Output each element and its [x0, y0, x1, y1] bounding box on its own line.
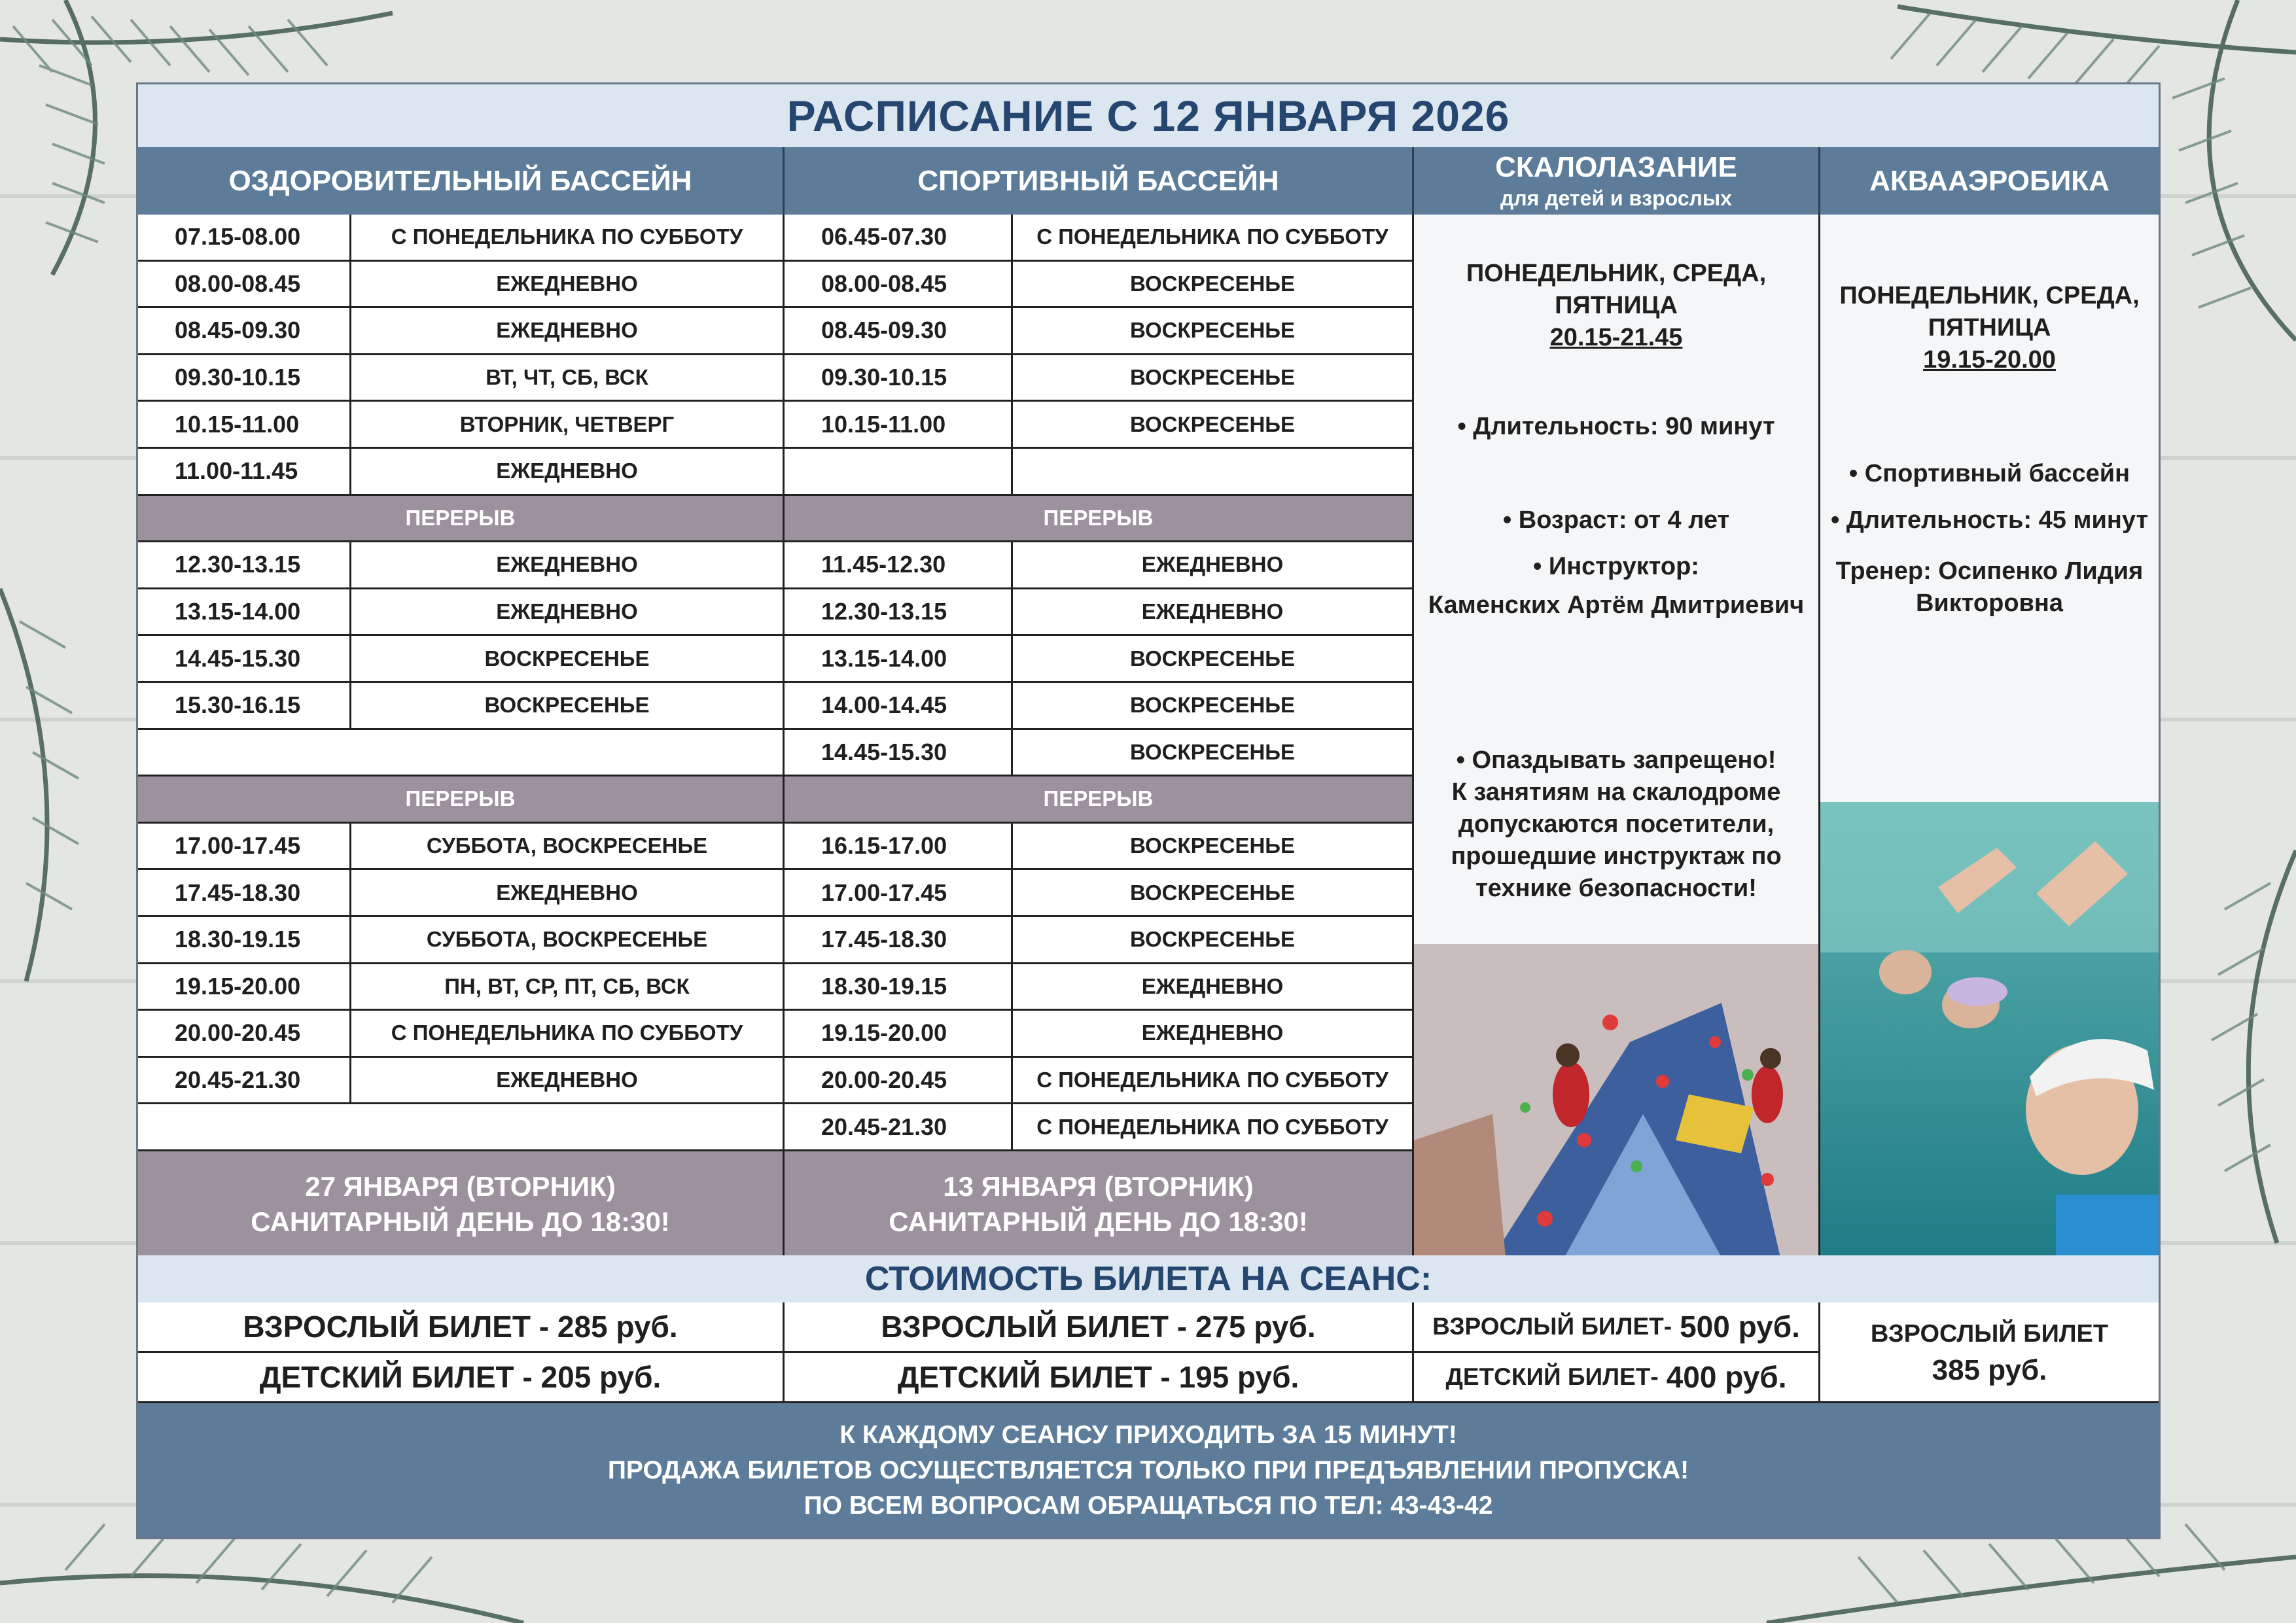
price-climbing-child-value: 400 руб.	[1666, 1360, 1787, 1394]
health-days-cell: С ПОНЕДЕЛЬНИКА ПО СУББОТУ	[351, 1011, 785, 1058]
health-time-cell: 12.30-13.15	[138, 542, 351, 589]
climbing-warning	[1414, 744, 1818, 905]
climbing-warning-line3: допускаются посетители,	[1458, 811, 1775, 838]
header-sport-pool-label: СПОРТИВНЫЙ БАССЕЙН	[917, 164, 1279, 197]
climbing-info-panel	[1414, 215, 1820, 944]
climbing-warning-line4: прошедшие инструктаж по	[1451, 843, 1782, 870]
health-days-cell: ВОСКРЕСЕНЬЕ	[351, 636, 785, 683]
health-time-cell: 13.15-14.00	[138, 589, 351, 637]
sport-days-cell: ВОСКРЕСЕНЬЕ	[1013, 308, 1414, 355]
notice-sport-line2: САНИТАРНЫЙ ДЕНЬ ДО 18:30!	[889, 1206, 1308, 1237]
footer-line2: ПРОДАЖА БИЛЕТОВ ОСУЩЕСТВЛЯЕТСЯ ТОЛЬКО ПРИ ПРЕДЪЯВЛЕНИИ ПРОПУСКА!	[607, 1456, 1689, 1484]
price-aqua	[1820, 1302, 2159, 1403]
sport-time-cell: 14.00-14.45	[785, 683, 1013, 730]
health-time-cell: 11.00-11.45	[138, 449, 351, 496]
sport-time-cell: 16.15-17.00	[785, 824, 1013, 871]
sport-days-cell: ВОСКРЕСЕНЬЕ	[1013, 683, 1414, 730]
sport-days-cell: ЕЖЕДНЕВНО	[1013, 542, 1414, 589]
climbing-age: • Возраст: от 4 лет	[1502, 506, 1730, 534]
aqua-pool: • Спортивный бассейн	[1848, 460, 2130, 487]
sport-time-cell: 19.15-20.00	[785, 1011, 1013, 1058]
health-days-cell: ВТОРНИК, ЧЕТВЕРГ	[351, 402, 785, 449]
notice-sport-sanitary	[785, 1151, 1414, 1257]
climbing-duration: • Длительность: 90 минут	[1457, 413, 1775, 440]
sport-time-cell: 08.00-08.45	[785, 262, 1013, 309]
health-empty-row	[138, 730, 785, 777]
header-health-pool-label: ОЗДОРОВИТЕЛЬНЫЙ БАССЕЙН	[228, 164, 692, 197]
aqua-info-panel	[1820, 215, 2159, 802]
footer-line1: К КАЖДОМУ СЕАНСУ ПРИХОДИТЬ ЗА 15 МИНУТ!	[839, 1420, 1457, 1449]
sport-time-cell: 14.45-15.30	[785, 730, 1013, 777]
sport-days-cell: ВОСКРЕСЕНЬЕ	[1013, 917, 1414, 964]
header-climbing-label: СКАЛОЛАЗАНИЕ	[1495, 151, 1737, 183]
sport-days-cell	[1013, 449, 1414, 496]
price-sport-adult: ВЗРОСЛЫЙ БИЛЕТ - 275 руб.	[785, 1302, 1414, 1353]
health-empty-row	[138, 1104, 785, 1151]
aqua-coach-line2: Викторовна	[1915, 589, 2063, 617]
sport-time-cell: 09.30-10.15	[785, 355, 1013, 402]
header-climbing-sublabel: для детей и взрослых	[1500, 186, 1732, 210]
footer-line3: ПО ВСЕМ ВОПРОСАМ ОБРАЩАТЬСЯ ПО ТЕЛ: 43-43-42	[804, 1491, 1493, 1520]
health-break-row: ПЕРЕРЫВ	[138, 496, 785, 543]
sport-days-cell: ЕЖЕДНЕВНО	[1013, 1011, 1414, 1058]
sport-time-cell: 10.15-11.00	[785, 402, 1013, 449]
aqua-days-line1: ПОНЕДЕЛЬНИК, СРЕДА,	[1839, 282, 2140, 309]
climbing-warning-line2: К занятиям на скалодроме	[1451, 778, 1781, 806]
schedule-poster	[136, 82, 2161, 1539]
health-time-cell: 15.30-16.15	[138, 683, 351, 730]
header-aqua	[1820, 147, 2159, 215]
health-time-cell: 07.15-08.00	[138, 215, 351, 262]
health-time-cell: 08.00-08.45	[138, 262, 351, 309]
sport-days-cell: ВОСКРЕСЕНЬЕ	[1013, 636, 1414, 683]
health-days-cell: ВОСКРЕСЕНЬЕ	[351, 683, 785, 730]
climbing-time: 20.15-21.45	[1549, 324, 1683, 351]
sport-time-cell: 20.45-21.30	[785, 1104, 1013, 1151]
sport-time-cell	[785, 449, 1013, 496]
health-days-cell: СУББОТА, ВОСКРЕСЕНЬЕ	[351, 917, 785, 964]
health-days-cell: С ПОНЕДЕЛЬНИКА ПО СУББОТУ	[351, 215, 785, 262]
sport-days-cell: ВОСКРЕСЕНЬЕ	[1013, 870, 1414, 917]
health-time-cell: 18.30-19.15	[138, 917, 351, 964]
price-aqua-label: ВЗРОСЛЫЙ БИЛЕТ	[1870, 1319, 2109, 1348]
notice-health-sanitary	[138, 1151, 785, 1257]
price-heading: СТОИМОСТЬ БИЛЕТА НА СЕАНС:	[138, 1255, 2159, 1302]
health-time-cell: 17.45-18.30	[138, 870, 351, 917]
sport-days-cell: ВОСКРЕСЕНЬЕ	[1013, 355, 1414, 402]
health-time-cell: 20.45-21.30	[138, 1058, 351, 1105]
health-time-cell: 14.45-15.30	[138, 636, 351, 683]
health-time-cell: 10.15-11.00	[138, 402, 351, 449]
sport-time-cell: 08.45-09.30	[785, 308, 1013, 355]
sport-days-cell: ВОСКРЕСЕНЬЕ	[1013, 262, 1414, 309]
health-days-cell: ЕЖЕДНЕВНО	[351, 1058, 785, 1105]
health-days-cell: СУББОТА, ВОСКРЕСЕНЬЕ	[351, 824, 785, 871]
health-days-cell: ЕЖЕДНЕВНО	[351, 449, 785, 496]
footer-notes	[138, 1403, 2159, 1537]
sport-days-cell: ВОСКРЕСЕНЬЕ	[1013, 824, 1414, 871]
health-time-cell: 09.30-10.15	[138, 355, 351, 402]
price-aqua-value: 385 руб.	[1932, 1353, 2047, 1386]
price-climbing-adult-label: ВЗРОСЛЫЙ БИЛЕТ-	[1432, 1313, 1672, 1340]
health-days-cell: ВТ, ЧТ, СБ, ВСК	[351, 355, 785, 402]
climbing-warning-line5: технике безопасности!	[1475, 875, 1757, 902]
health-days-cell: ПН, ВТ, СР, ПТ, СБ, ВСК	[351, 964, 785, 1011]
climbing-wall-photo	[1414, 944, 1820, 1257]
aqua-duration: • Длительность: 45 минут	[1830, 506, 2149, 534]
header-health-pool	[138, 147, 785, 215]
sport-days-cell: С ПОНЕДЕЛЬНИКА ПО СУББОТУ	[1013, 1058, 1414, 1105]
price-climbing-adult-value: 500 руб.	[1680, 1310, 1800, 1344]
header-aqua-label: АКВААЭРОБИКА	[1869, 164, 2110, 197]
sport-time-cell: 20.00-20.45	[785, 1058, 1013, 1105]
climbing-schedule	[1414, 258, 1818, 354]
sport-break-row: ПЕРЕРЫВ	[785, 496, 1414, 543]
price-health-adult: ВЗРОСЛЫЙ БИЛЕТ - 285 руб.	[138, 1302, 785, 1353]
sport-days-cell: С ПОНЕДЕЛЬНИКА ПО СУББОТУ	[1013, 1104, 1414, 1151]
sport-days-cell: ЕЖЕДНЕВНО	[1013, 964, 1414, 1011]
aqua-schedule	[1820, 280, 2159, 376]
sport-break-row: ПЕРЕРЫВ	[785, 777, 1414, 824]
price-climbing-child-label: ДЕТСКИЙ БИЛЕТ-	[1445, 1363, 1659, 1390]
sport-time-cell: 11.45-12.30	[785, 542, 1013, 589]
health-time-cell: 19.15-20.00	[138, 964, 351, 1011]
sport-time-cell: 12.30-13.15	[785, 589, 1013, 637]
health-days-cell: ЕЖЕДНЕВНО	[351, 870, 785, 917]
climbing-instructor-label: • Инструктор:	[1533, 553, 1699, 580]
health-time-cell: 08.45-09.30	[138, 308, 351, 355]
climbing-warning-line1: • Опаздывать запрещено!	[1456, 746, 1776, 774]
health-break-row: ПЕРЕРЫВ	[138, 777, 785, 824]
sport-days-cell: ЕЖЕДНЕВНО	[1013, 589, 1414, 637]
health-days-cell: ЕЖЕДНЕВНО	[351, 308, 785, 355]
aqua-time: 19.15-20.00	[1923, 346, 2056, 374]
header-sport-pool	[785, 147, 1414, 215]
sport-time-cell: 06.45-07.30	[785, 215, 1013, 262]
price-sport-child: ДЕТСКИЙ БИЛЕТ - 195 руб.	[785, 1353, 1414, 1403]
aqua-aerobics-photo	[1820, 802, 2159, 1257]
health-time-cell: 20.00-20.45	[138, 1011, 351, 1058]
sport-time-cell: 17.00-17.45	[785, 870, 1013, 917]
aqua-days-line2: ПЯТНИЦА	[1928, 314, 2051, 341]
aqua-coach-line1: Тренер: Осипенко Лидия	[1835, 557, 2144, 585]
notice-sport-line1: 13 ЯНВАРЯ (ВТОРНИК)	[943, 1171, 1254, 1202]
climbing-days-line1: ПОНЕДЕЛЬНИК, СРЕДА,	[1466, 260, 1767, 287]
health-days-cell: ЕЖЕДНЕВНО	[351, 542, 785, 589]
sport-time-cell: 13.15-14.00	[785, 636, 1013, 683]
health-days-cell: ЕЖЕДНЕВНО	[351, 262, 785, 309]
health-days-cell: ЕЖЕДНЕВНО	[351, 589, 785, 637]
price-health-child: ДЕТСКИЙ БИЛЕТ - 205 руб.	[138, 1353, 785, 1403]
notice-health-line1: 27 ЯНВАРЯ (ВТОРНИК)	[305, 1171, 616, 1202]
page-title: РАСПИСАНИЕ С 12 ЯНВАРЯ 2026	[138, 84, 2159, 147]
price-climbing-child	[1414, 1353, 1820, 1403]
notice-health-line2: САНИТАРНЫЙ ДЕНЬ ДО 18:30!	[251, 1206, 670, 1237]
header-climbing	[1414, 147, 1820, 215]
sport-days-cell: ВОСКРЕСЕНЬЕ	[1013, 402, 1414, 449]
sport-days-cell: ВОСКРЕСЕНЬЕ	[1013, 730, 1414, 777]
health-time-cell: 17.00-17.45	[138, 824, 351, 871]
sport-time-cell: 18.30-19.15	[785, 964, 1013, 1011]
climbing-days-line2: ПЯТНИЦА	[1555, 292, 1678, 319]
aqua-coach	[1820, 555, 2159, 620]
climbing-instructor-name: Каменских Артём Дмитриевич	[1428, 591, 1805, 619]
sport-days-cell: С ПОНЕДЕЛЬНИКА ПО СУББОТУ	[1013, 215, 1414, 262]
sport-time-cell: 17.45-18.30	[785, 917, 1013, 964]
price-climbing-adult	[1414, 1302, 1820, 1353]
